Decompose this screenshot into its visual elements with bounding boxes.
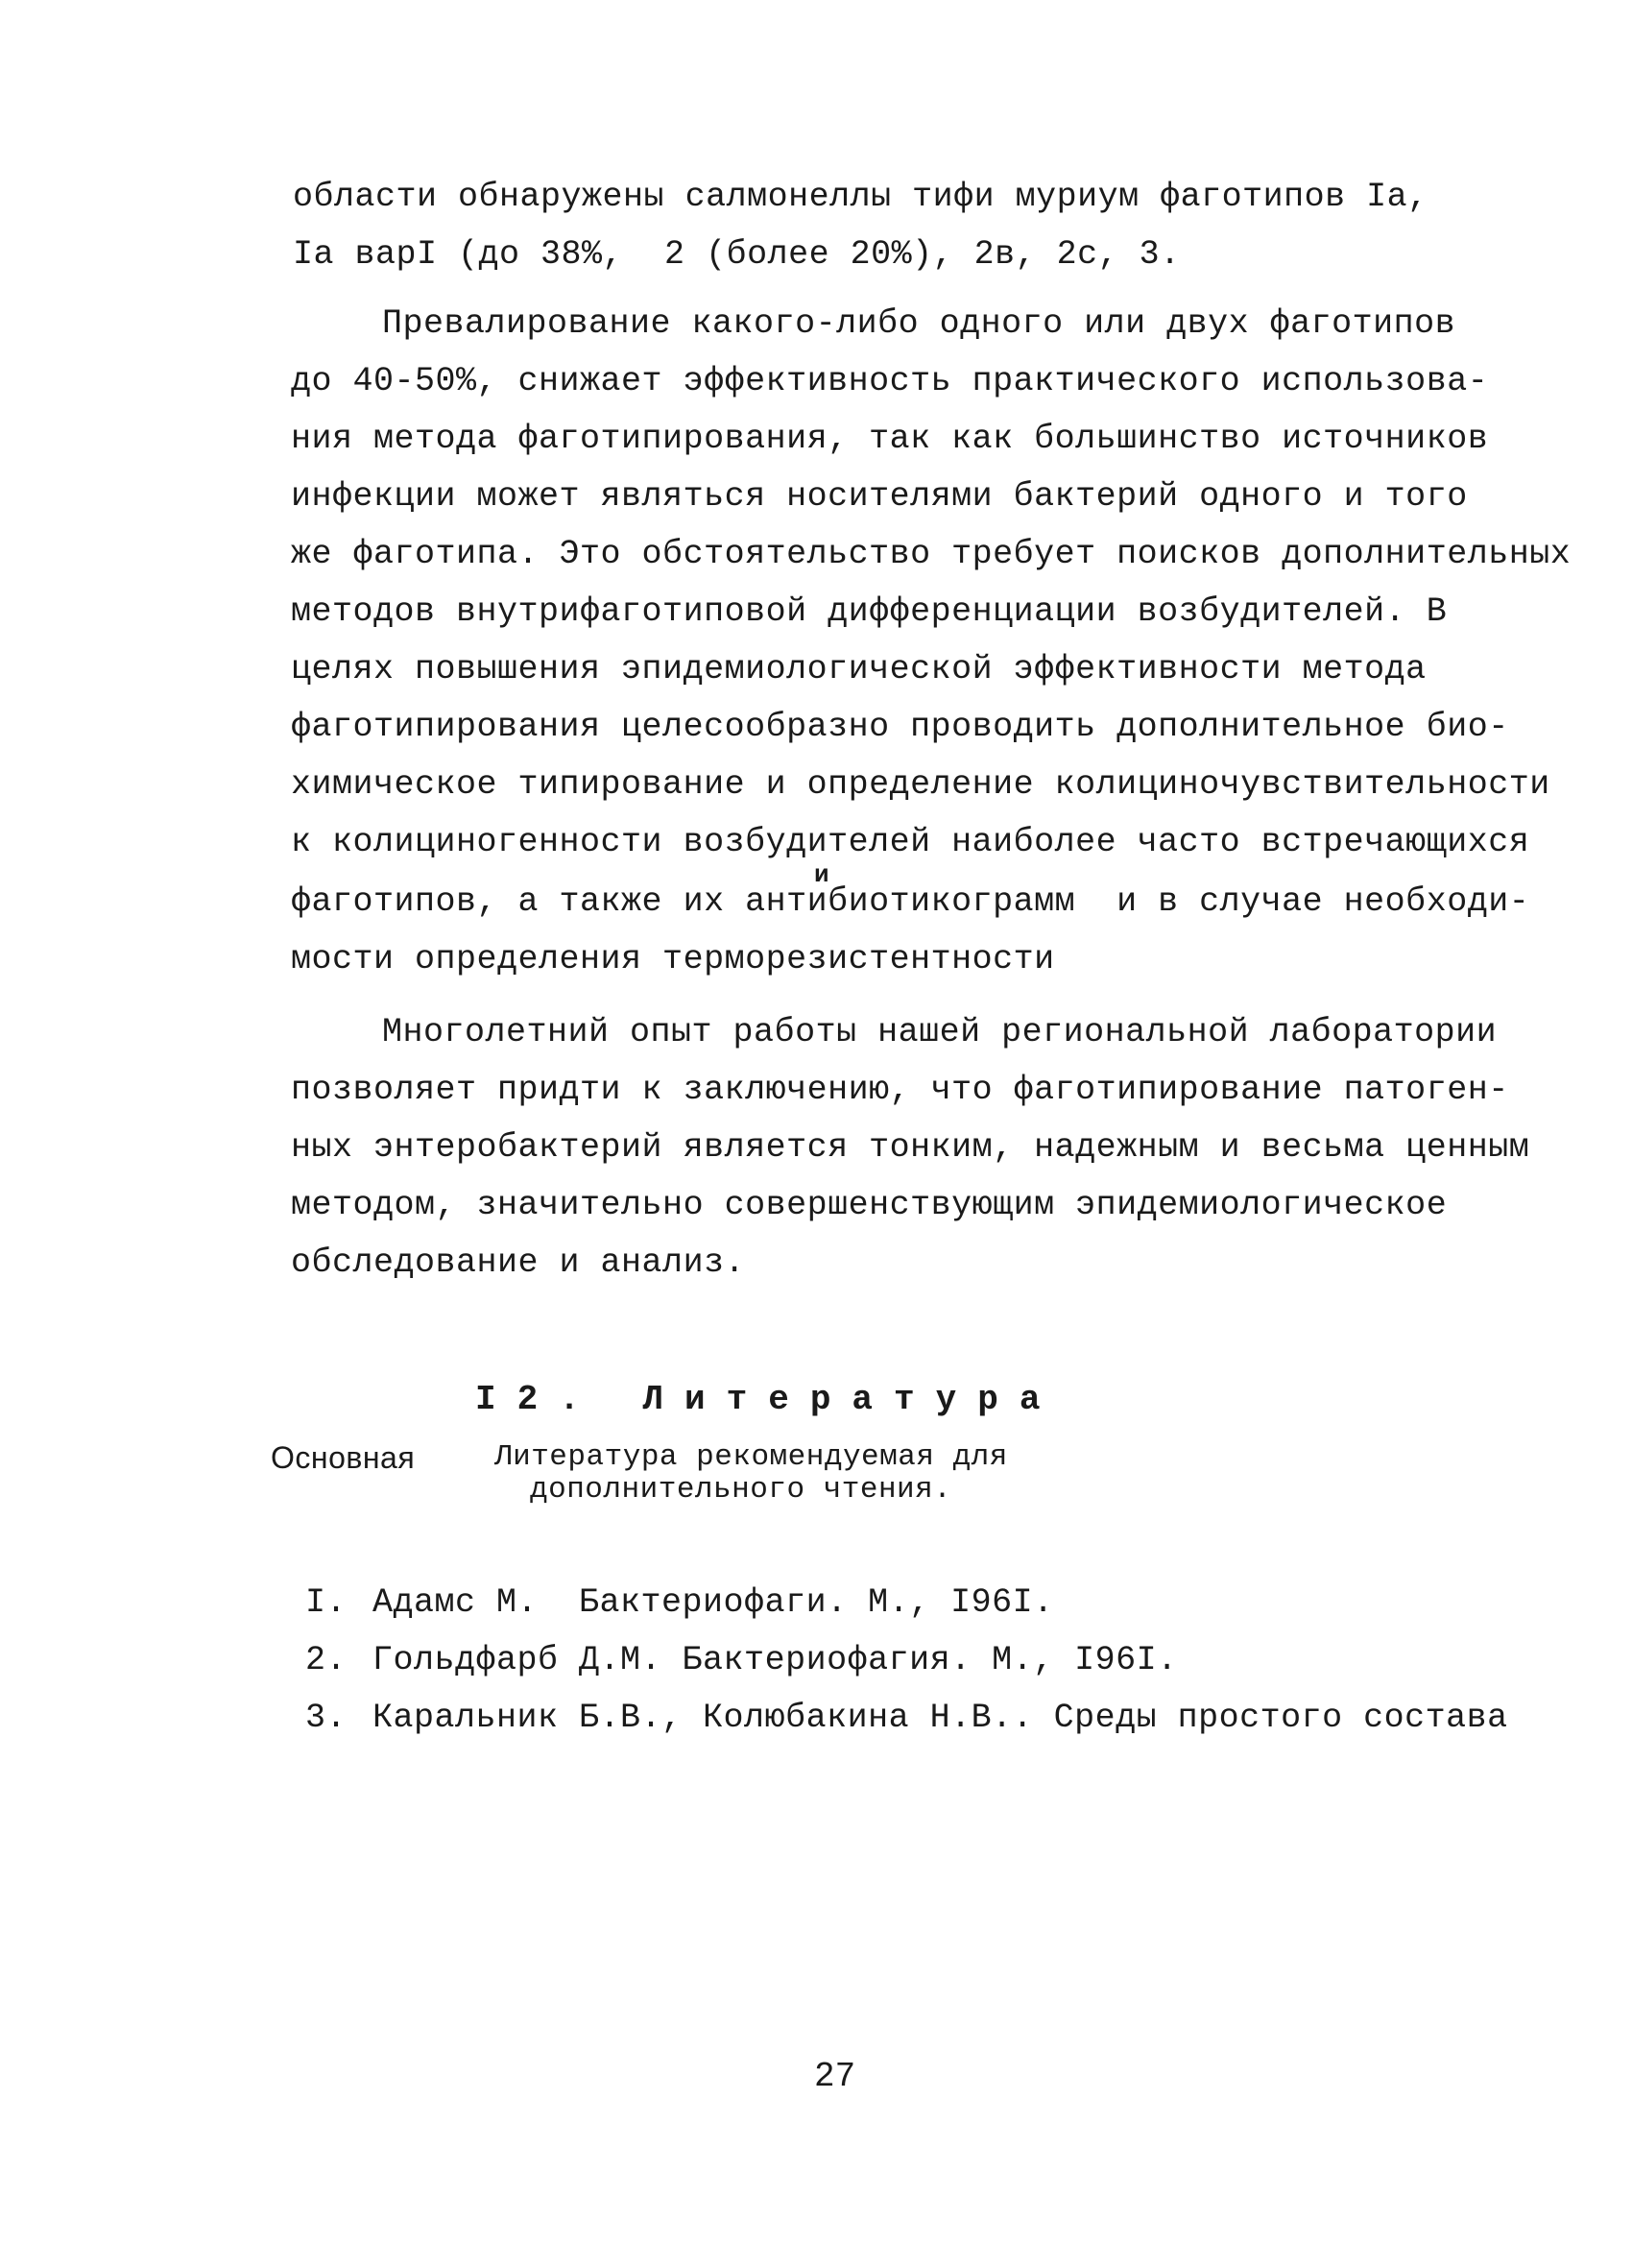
label-extra-literature: Литература рекомендуемая для	[494, 1440, 1008, 1474]
text-line: обследование и анализ.	[291, 1243, 746, 1282]
reference-number: I.	[305, 1583, 348, 1622]
reference-item: Гольдфарб Д.М. Бактериофагия. М., I96I.	[372, 1641, 1178, 1679]
text-line: к колициногенности возбудителей наиболее часто встречающихся	[291, 823, 1530, 861]
text-line: позволяет придти к заключению, что фаготипирование патоген-	[291, 1071, 1509, 1109]
text-line: области обнаружены салмонеллы тифи муриум фаготипов Iа,	[293, 178, 1428, 216]
reference-item: Адамс М. Бактериофаги. М., I96I.	[372, 1583, 1054, 1622]
reference-item: Каральник Б.В., Колюбакина Н.В.. Среды простого состава	[372, 1699, 1508, 1737]
text-line: до 40-50%, снижает эффективность практического использова-	[291, 362, 1489, 400]
text-line: целях повышения эпидемиологической эффективности метода	[291, 650, 1427, 688]
text-line: фаготипирования целесообразно проводить дополнительное био-	[291, 708, 1509, 746]
text-line: мости определения термоpезистентноcти	[291, 940, 1055, 978]
text-line: же фаготипа. Это обстоятельство требует поисков дополнительных	[291, 535, 1572, 573]
text-line: методом, значительно совершенствующим эпидемиологическое	[291, 1186, 1448, 1224]
paragraph-first-line: Многолетний опыт работы нашей региональной лаборатории	[382, 1013, 1498, 1051]
section-heading: I2. Литература	[475, 1380, 1062, 1419]
reference-number: 3.	[305, 1699, 348, 1737]
text-line: фаготипов, а также их антибиотикограмм и в случае необходи-	[291, 882, 1530, 921]
text-line: Iа варI (до 38%, 2 (более 20%), 2в, 2с, 3.	[293, 235, 1181, 274]
text-line: инфекции может являться носителями бактерий одного и того	[291, 477, 1468, 516]
label-main-literature: Основная	[271, 1440, 416, 1475]
label-extra-literature-cont: дополнительного чтения.	[530, 1473, 952, 1507]
reference-number: 2.	[305, 1641, 348, 1679]
paragraph-first-line: Превалирование какого-либо одного или двух фаготипов	[382, 304, 1456, 343]
text-line: химическое типирование и определение колициночувствительности	[291, 765, 1550, 804]
text-line: ных энтеробактерий является тонким, надежным и весьма ценным	[291, 1128, 1530, 1167]
text-line: методов внутрифаготиповой дифференциации возбудителей. В	[291, 592, 1448, 631]
text-line: ния метода фаготипирования, так как большинство источников	[291, 420, 1489, 458]
page-number: 27	[814, 2057, 856, 2096]
inserted-letter: и	[814, 860, 829, 889]
